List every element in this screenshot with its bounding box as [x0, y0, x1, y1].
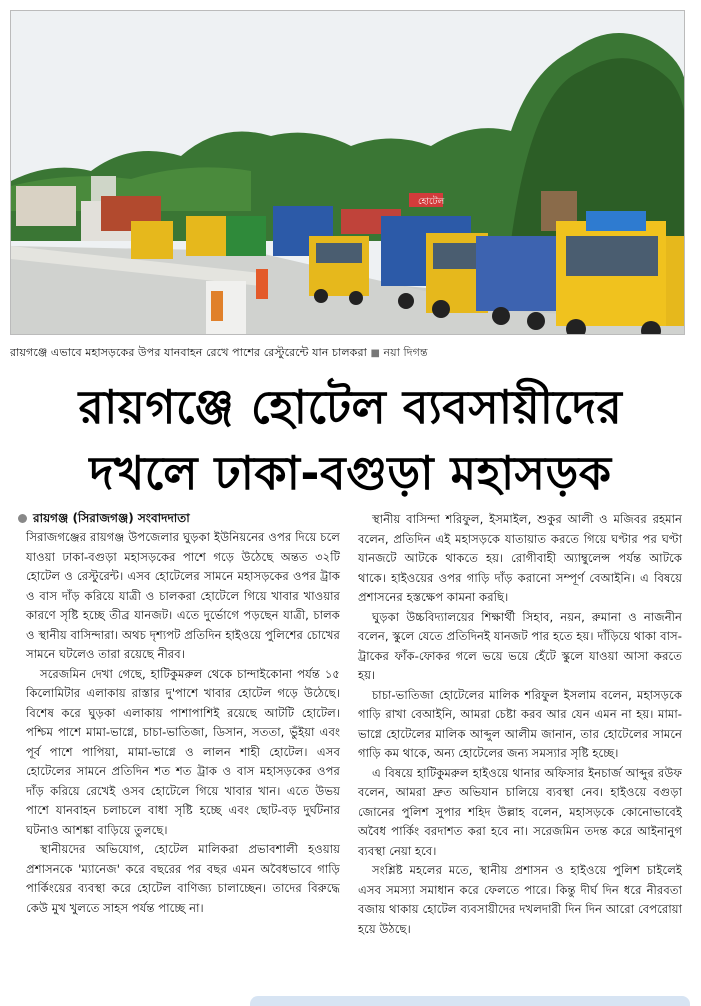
- signboard-text: হোটেল: [418, 197, 445, 207]
- caption-separator: ■: [370, 348, 380, 359]
- paragraph: সংশ্লিষ্ট মহলের মতে, স্থানীয় প্রশাসন ও হাইওয়ে পুলিশ চাইলেই এসব সমস্যা সমাধান করে ফেলতে পারে। কিন্তু দীর্ঘ দিন ধরে নীরবতা বজায় থাকায় হোটেল ব্যবসায়ীদের দখলদারী দিন দিন আরো বেপরোয়া হয়ে উঠছে।: [358, 863, 682, 936]
- paragraph: স্থানীয় বাসিন্দা শরিফুল, ইসমাইল, শুকুর আলী ও মজিবর রহমান বলেন, প্রতিদিন এই মহাসড়কে যাতায়াত করতে গিয়ে ঘণ্টার পর ঘণ্টা যানজটে আটকে থাকতে হয়। রোগীবাহী অ্যাম্বুলেন্স পর্যন্ত আটকে থাকে। হাইওয়ের ওপর গাড়ি দাঁড় করানো সম্পূর্ণ বেআইনি। এ বিষয়ে প্রশাসনের হস্তক্ষেপ কামনা করছি।: [358, 512, 682, 604]
- paragraph: ঘুড়কা উচ্চবিদ্যালয়ের শিক্ষার্থী সিহাব, নয়ন, রুমানা ও নাজনীন বলেন, স্কুলে যেতে প্রতিদিনই যানজট পার হতে হয়। দাঁড়িয়ে থাকা বাস-ট্রাকের ফাঁক-ফোকর গলে ভয়ে ভয়ে হেঁটে স্কুলে যাওয়া আসা করতে হয়।: [358, 609, 682, 682]
- paragraph: চাচা-ভাতিজা হোটেলের মালিক শরিফুল ইসলাম বলেন, মহাসড়কে গাড়ি রাখা বেআইনি, আমরা চেষ্টা করব আর যেন এমন না হয়। মামা-ভাগ্নে হোটেলের মালিক আব্দুল আলীম জানান, তার হোটেলের সামনে গাড়ি কম থাকে, অন্য হোটেলের জন্য সমস্যার সৃষ্টি হচ্ছে।: [358, 687, 682, 760]
- bottom-decoration-bar: [250, 996, 690, 1006]
- byline: [18, 509, 190, 527]
- headline-line-2: দখলে ঢাকা-বগুড়া মহাসড়ক: [89, 446, 612, 500]
- paragraph: এ বিষয়ে হাটিকুমরুল হাইওয়ে থানার অফিসার ইনচার্জ আব্দুর রউফ বলেন, আমরা দ্রুত অভিযান চালিয়ে ব্যবস্থা নেব। হাইওয়ে বগুড়া জোনের পুলিশ সুপার শহিদ উল্লাহ বলেন, মহাসড়কে কোনোভাবেই অবৈধ পার্কিং বরদাশত করা হবে না। সরেজমিন তদন্ত করে আইনানুগ ব্যবস্থা নেয়া হবে।: [358, 765, 682, 858]
- photo-caption: [10, 343, 690, 363]
- paragraph: সিরাজগঞ্জের রায়গঞ্জ উপজেলার ঘুড়কা ইউনিয়নের ওপর দিয়ে চলে যাওয়া ঢাকা-বগুড়া মহাসড়কের পাশে গড়ে উঠেছে অন্তত ৩২টি হোটেল ও রেস্টুরেন্ট। এসব হোটেলের সামনে মহাসড়কের ওপর ট্রাক ও বাস দাঁড় করিয়ে যাত্রী ও চালকরা হোটেলে গিয়ে খাবার খাওয়ার কারণে সৃষ্টি হচ্ছে তীব্র যানজট। এতে দুর্ভোগে পড়ছেন যাত্রী, চালক ও স্থানীয় বাসিন্দারা। অথচ দৃশ্যপট প্রতিদিন হাইওয়ে পুলিশের চোখের সামনে ঘটলেও তারা রয়েছে নীরব।: [26, 530, 340, 661]
- paragraph: সরেজমিন দেখা গেছে, হাটিকুমরুল থেকে চান্দাইকোনা পর্যন্ত ১৫ কিলোমিটার এলাকায় রাস্তার দু'পাশে খাবার হোটেল গড়ে উঠেছে। বিশেষ করে ঘুড়কা এলাকায় পাশাপাশিই রয়েছে আটটি হোটেল। পশ্চিম পাশে মামা-ভাগ্নে, চাচা-ভাতিজা, ডিসান, সততা, ভুঁইয়া এবং পূর্ব পাশে পাপিয়া, মামা-ভাগ্নে ও লালন শাহী হোটেল। এসব হোটেলের সামনে প্রতিদিন শত শত ট্রাক ও বাস মহাসড়কের ওপর দাঁড় করিয়ে রেখেই ওসব হোটেলে গিয়ে খাবার খান। এতে উভয় পাশে যানবাহন চলাচলে বাধা সৃষ্টি হচ্ছে এবং ছোট-বড় দুর্ঘটনার ঘটনাও আশঙ্কা বাড়িয়ে তুলছে।: [26, 666, 340, 837]
- paragraph: স্থানীয়দের অভিযোগ, হোটেল মালিকরা প্রভাবশালী হওয়ায় প্রশাসনকে 'ম্যানেজ' করে বছরের পর বছর এমন অবৈধভাবে গাড়ি পার্কিংয়ের ব্যবস্থা করে হোটেল বাণিজ্য চালাচ্ছেন। তাদের বিরুদ্ধে কেউ মুখ খুলতে সাহস পর্যন্ত পাচ্ছে না।: [26, 842, 340, 915]
- headline: [0, 374, 701, 506]
- article-column-right: [358, 510, 682, 939]
- caption-text: রায়গঞ্জে এভাবে মহাসড়কের উপর যানবাহন রেখে পাশের রেস্টুরেন্টে যান চালকরা: [10, 346, 367, 359]
- photo-trucks-highway-icon: [11, 11, 685, 335]
- caption-credit: নয়া দিগন্ত: [383, 346, 428, 359]
- byline-text: রায়গঞ্জ (সিরাজগঞ্জ) সংবাদদাতা: [33, 511, 190, 525]
- bullet-icon: [18, 514, 27, 523]
- article-column-left: [26, 528, 340, 918]
- headline-line-1: রায়গঞ্জে হোটেল ব্যবসায়ীদের: [78, 380, 623, 434]
- news-photo: [10, 10, 685, 335]
